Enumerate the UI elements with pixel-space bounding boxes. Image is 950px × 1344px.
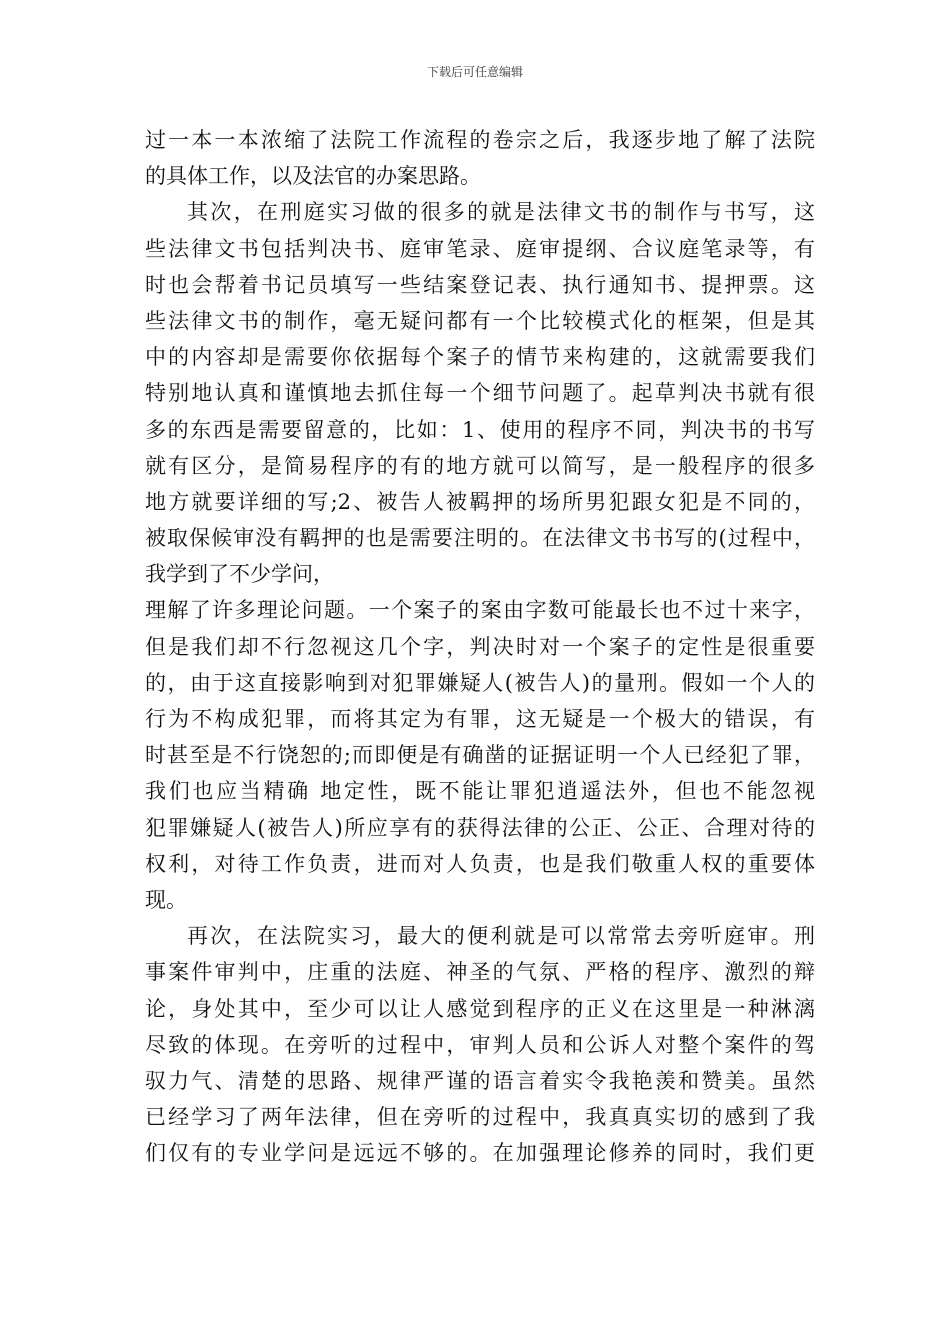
text-line: 就有区分，是简易程序的有的地方就可以简写，是一般程序的很多 (145, 453, 815, 478)
text-line: 特别地认真和谨慎地去抓住每一个细节问题了。起草判决书就有很 (145, 381, 815, 406)
text-line: 我们也应当精确 地定性，既不能让罪犯逍遥法外，但也不能忽视 (145, 779, 815, 804)
text-line: 的，由于这直接影响到对犯罪嫌疑人(被告人)的量刑。假如一个人的 (145, 670, 815, 695)
text-line: 过一本一本浓缩了法院工作流程的卷宗之后，我逐步地了解了法院 (145, 128, 815, 152)
text-line: 论，身处其中，至少可以让人感觉到程序的正义在这里是一种淋漓 (145, 996, 815, 1021)
text-line: 我学到了不少学问， (145, 562, 334, 587)
text-line: 地方就要详细的写;2、被告人被羁押的场所男犯跟女犯是不同的， (145, 489, 815, 514)
text-line: 时也会帮着书记员填写一些结案登记表、执行通知书、提押票。这 (145, 272, 815, 297)
document-body (145, 122, 815, 1171)
text-line: 被取保候审没有羁押的也是需要注明的。在法律文书书写的(过程中， (145, 526, 815, 551)
text-line: 再次，在法院实习，最大的便利就是可以常常去旁听庭审。刑 (187, 924, 815, 949)
text-line: 多的东西是需要留意的，比如：1、使用的程序不同，判决书的书写 (145, 417, 815, 442)
text-line: 尽致的体现。在旁听的过程中，审判人员和公诉人对整个案件的驾 (145, 1032, 815, 1057)
text-line: 行为不构成犯罪，而将其定为有罪，这无疑是一个极大的错误，有 (145, 707, 815, 731)
text-line: 已经学习了两年法律，但在旁听的过程中，我真真实切的感到了我 (145, 1105, 815, 1130)
text-line: 其次，在刑庭实习做的很多的就是法律文书的制作与书写，这 (187, 200, 815, 225)
text-line: 犯罪嫌疑人(被告人)所应享有的获得法律的公正、公正、合理对待的 (145, 815, 815, 840)
text-line: 现。 (145, 887, 187, 912)
text-line: 事案件审判中，庄重的法庭、神圣的气氛、严格的程序、激烈的辩 (145, 960, 815, 985)
text-line: 驭力气、清楚的思路、规律严谨的语言着实令我艳羡和赞美。虽然 (145, 1068, 815, 1093)
text-line: 理解了许多理论问题。一个案子的案由字数可能最长也不过十来字， (145, 598, 815, 623)
text-line: 权利，对待工作负责，进而对人负责，也是我们敬重人权的重要体 (145, 851, 815, 876)
text-line: 但是我们却不行忽视这几个字，判决时对一个案子的定性是很重要 (145, 634, 815, 659)
text-line: 些法律文书的制作，毫无疑问都有一个比较模式化的框架，但是其 (145, 308, 815, 333)
text-line: 些法律文书包括判决书、庭审笔录、庭审提纲、合议庭笔录等，有 (145, 236, 815, 261)
text-line: 中的内容却是需要你依据每个案子的情节来构建的，这就需要我们 (145, 345, 815, 370)
text-line: 的具体工作，以及法官的办案思路。 (145, 164, 481, 189)
page-header: 下载后可任意编辑 (426, 65, 523, 79)
text-line: 们仅有的专业学问是远远不够的。在加强理论修养的同时，我们更 (145, 1141, 815, 1166)
text-line: 时甚至是不行饶恕的;而即便是有确凿的证据证明一个人已经犯了罪， (145, 743, 815, 768)
